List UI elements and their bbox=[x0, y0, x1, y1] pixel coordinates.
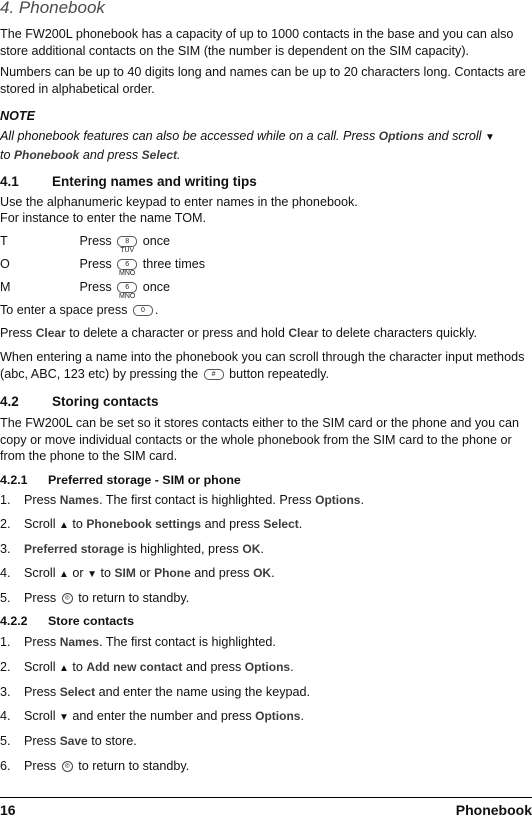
note-heading: NOTE bbox=[0, 109, 35, 123]
keypad-key-icon: 8 TUV bbox=[117, 236, 137, 247]
list-item: 2. Scroll ▲ to Add new contact and press Options. bbox=[0, 660, 294, 674]
down-arrow-icon: ▼ bbox=[484, 132, 495, 143]
up-arrow-icon: ▲ bbox=[59, 663, 69, 674]
keypad-row-o: O Press 6 MNO three times bbox=[0, 257, 205, 278]
section-4-2-heading: 4.2 Storing contacts bbox=[0, 394, 159, 409]
footer-divider bbox=[0, 797, 532, 798]
keypad-key-icon: 0 bbox=[133, 305, 153, 316]
down-arrow-icon: ▼ bbox=[59, 712, 69, 723]
note-text: All phonebook features can also be accessed while on a call. Press Options and scroll ▼ to Phonebook and press Select. bbox=[0, 129, 495, 162]
list-item: 6. Press ◎ to return to standby. bbox=[0, 759, 190, 773]
footer-section-title: Phonebook bbox=[455, 802, 532, 818]
section-4-1-intro-1: Use the alphanumeric keypad to enter names in the phonebook. bbox=[0, 195, 358, 209]
subsection-4-2-2-heading: 4.2.2 Store contacts bbox=[0, 614, 135, 628]
up-arrow-icon: ▲ bbox=[59, 569, 69, 580]
up-arrow-icon: ▲ bbox=[59, 520, 69, 531]
list-item: 3. Press Select and enter the name using the keypad. bbox=[0, 685, 311, 699]
list-item: 1. Press Names. The first contact is highlighted. Press Options. bbox=[0, 493, 364, 507]
list-item: 2. Scroll ▲ to Phonebook settings and press Select. bbox=[0, 517, 303, 531]
section-4-2-intro: The FW200L can be set so it stores contacts either to the SIM card or the phone and you can copy or move individual contacts or the whole phonebook from the SIM card to the phone or from the phone to the SIM card. bbox=[0, 416, 519, 463]
intro-paragraph-1: The FW200L phonebook has a capacity of up to 1000 contacts in the base and you can also store additional contacts on the SIM (the number is dependent on the SIM capacity). bbox=[0, 27, 514, 58]
space-instruction: To enter a space press 0 . bbox=[0, 303, 159, 317]
keypad-key-icon: 6 MNO bbox=[119, 284, 136, 301]
list-item: 4. Scroll ▲ or ▼ to SIM or Phone and press OK. bbox=[0, 566, 275, 580]
list-item: 3. Preferred storage is highlighted, press OK. bbox=[0, 542, 264, 556]
section-4-1-intro-2: For instance to enter the name TOM. bbox=[0, 211, 207, 225]
keypad-key-icon: 6 MNO bbox=[119, 261, 136, 278]
list-item: 4. Scroll ▼ and enter the number and press Options. bbox=[0, 709, 304, 723]
list-item: 5. Press Save to store. bbox=[0, 734, 137, 748]
clear-instruction: Press Clear to delete a character or press and hold Clear to delete characters quickly. bbox=[0, 326, 478, 340]
ok-key-icon: ◎ bbox=[62, 593, 73, 604]
subsection-4-2-1-heading: 4.2.1 Preferred storage - SIM or phone bbox=[0, 473, 241, 487]
list-item: 5. Press ◎ to return to standby. bbox=[0, 591, 190, 605]
input-methods-paragraph: When entering a name into the phonebook you can scroll through the character input methods (abc, ABC, 123 etc) by pressing the # button repeatedly. bbox=[0, 350, 525, 381]
keypad-key-icon: # bbox=[204, 369, 224, 380]
keypad-row-t: T Press 8 TUV once bbox=[0, 234, 171, 255]
section-4-1-heading: 4.1 Entering names and writing tips bbox=[0, 174, 257, 189]
list-item: 1. Press Names. The first contact is highlighted. bbox=[0, 635, 276, 649]
down-arrow-icon: ▼ bbox=[87, 569, 98, 580]
chapter-title: 4. Phonebook bbox=[0, 0, 105, 17]
ok-key-icon: ◎ bbox=[62, 761, 73, 772]
page-number: 16 bbox=[0, 802, 16, 818]
intro-paragraph-2: Numbers can be up to 40 digits long and names can be up to 20 characters long. Contacts are stored in alphabetical order. bbox=[0, 65, 526, 96]
keypad-row-m: M Press 6 MNO once bbox=[0, 280, 171, 301]
